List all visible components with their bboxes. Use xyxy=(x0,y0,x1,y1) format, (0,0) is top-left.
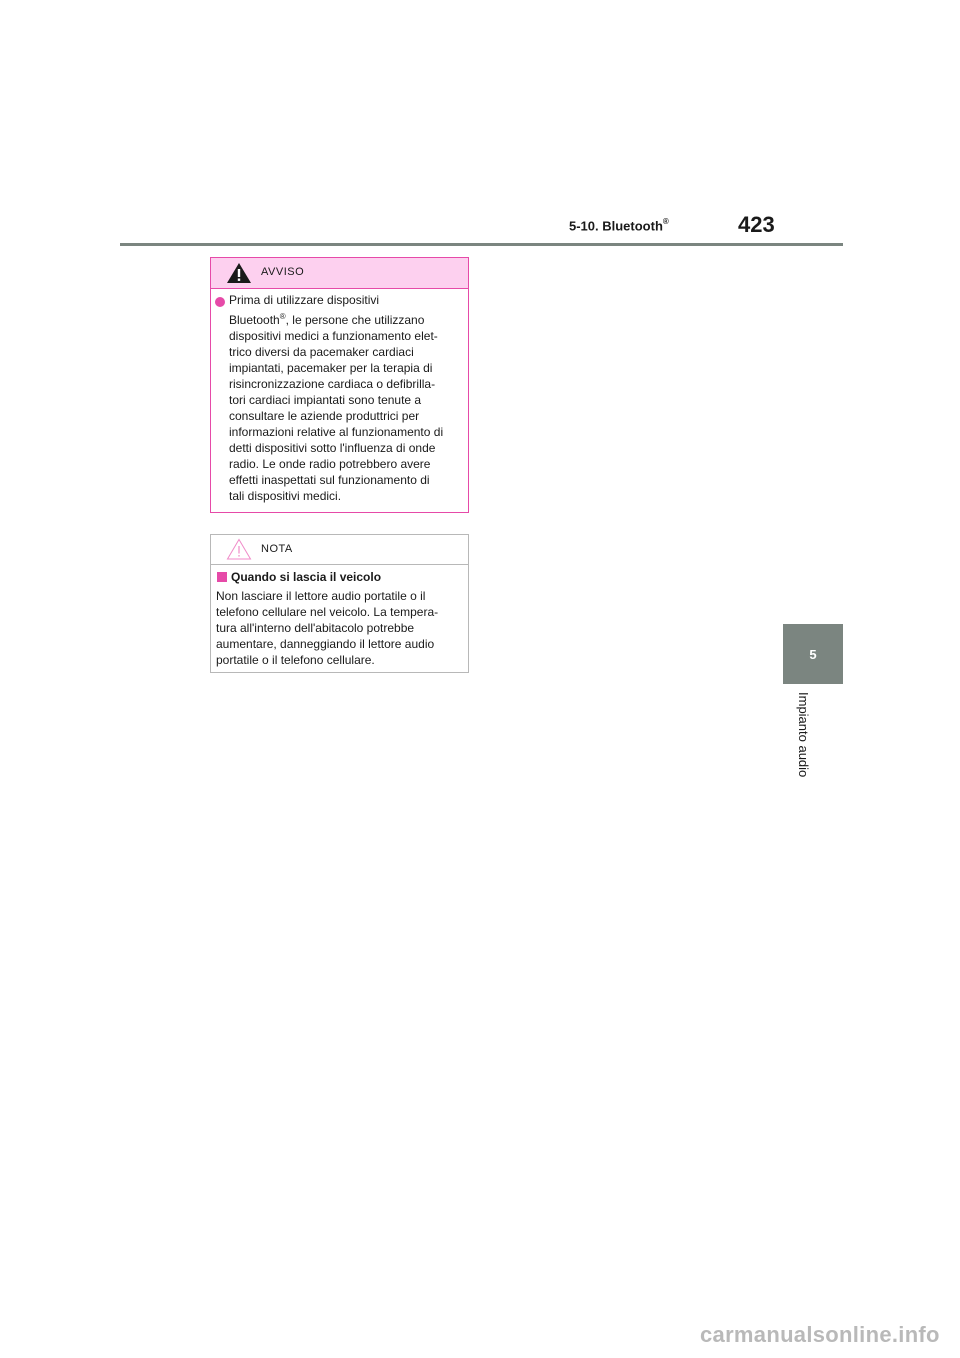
warning-text xyxy=(229,292,462,504)
note-line: portatile o il telefono cellulare. xyxy=(216,653,375,667)
chapter-number: 5 xyxy=(809,646,817,662)
warning-line xyxy=(229,308,462,328)
note-line: aumentare, danneggiando il lettore audio xyxy=(216,637,435,651)
warning-line: effetti inaspettati sul funzionamento di xyxy=(229,473,430,487)
circle-bullet-icon xyxy=(215,297,225,307)
note-line: Non lasciare il lettore audio portatile o il xyxy=(216,589,426,603)
registered-mark: ® xyxy=(279,312,286,321)
warning-line-rest: , le persone che utilizzano xyxy=(285,313,425,327)
note-body xyxy=(211,565,468,668)
warning-line: tori cardiaci impiantati sono tenute a xyxy=(229,393,422,407)
page-number: 423 xyxy=(738,212,775,237)
chapter-label: Impianto audio xyxy=(796,692,811,778)
square-bullet-icon xyxy=(217,572,227,582)
note-box xyxy=(210,534,469,673)
note-text xyxy=(216,586,463,668)
note-header xyxy=(211,535,468,565)
note-subheading-text: Quando si lascia il veicolo xyxy=(231,570,382,584)
warning-line: impiantati, pacemaker per la terapia di xyxy=(229,361,433,375)
warning-line: radio. Le onde radio potrebbero avere xyxy=(229,457,431,471)
warning-body xyxy=(211,289,468,504)
warning-line-bluetooth: Bluetooth xyxy=(229,313,280,327)
note-subheading xyxy=(216,569,463,586)
note-title: NOTA xyxy=(261,543,293,555)
warning-line: tali dispositivi medici. xyxy=(229,489,342,503)
section-title xyxy=(569,218,669,233)
warning-header xyxy=(211,258,468,289)
note-line: telefono cellulare nel veicolo. La tempera- xyxy=(216,605,439,619)
header-rule xyxy=(120,243,843,246)
caution-outline-triangle-icon xyxy=(226,538,252,560)
warning-line: trico diversi da pacemaker cardiaci xyxy=(229,345,414,359)
warning-box xyxy=(210,257,469,513)
warning-title: AVVISO xyxy=(261,266,305,278)
warning-line: Prima di utilizzare dispositivi xyxy=(229,293,380,307)
section-title-registered-mark: ® xyxy=(662,217,669,226)
warning-line: consultare le aziende produttrici per xyxy=(229,409,420,423)
chapter-tab xyxy=(783,624,843,684)
watermark: carmanualsonline.info xyxy=(700,1322,940,1347)
warning-line: informazioni relative al funzionamento di xyxy=(229,425,444,439)
note-line: tura all'interno dell'abitacolo potrebbe xyxy=(216,621,415,635)
warning-line: dispositivi medici a funzionamento elet- xyxy=(229,329,438,343)
warning-line: risincronizzazione cardiaca o defibrilla- xyxy=(229,377,436,391)
warning-line: detti dispositivi sotto l'influenza di onde xyxy=(229,441,436,455)
warning-triangle-icon xyxy=(226,262,252,284)
section-title-text: 5-10. Bluetooth xyxy=(569,218,663,234)
